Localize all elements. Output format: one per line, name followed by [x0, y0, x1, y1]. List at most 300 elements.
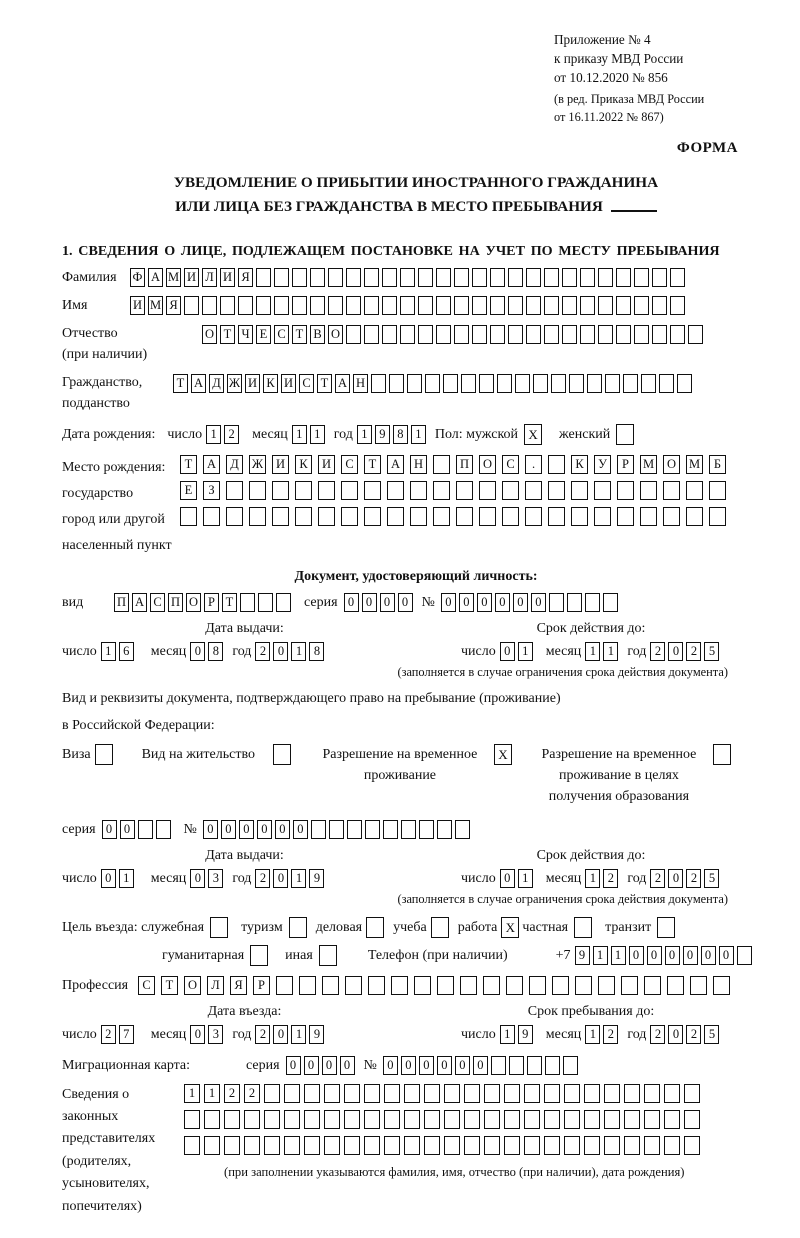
char-box: И	[245, 374, 260, 393]
permit-issue-heading: Дата выдачи:	[205, 847, 284, 863]
char-box: 1	[518, 869, 533, 888]
char-box: Т	[180, 455, 197, 474]
char-box	[640, 507, 657, 526]
sex-male-label: Пол: мужской	[434, 427, 519, 443]
identity-kind-label: вид	[62, 594, 84, 610]
char-box	[328, 268, 343, 287]
purpose-private-label: частная	[522, 919, 569, 935]
char-box	[410, 507, 427, 526]
char-box: 0	[257, 820, 272, 839]
entry-year-boxes[interactable]	[255, 1025, 327, 1044]
permit-series-label: серия	[62, 821, 96, 837]
edu-residence-checkbox[interactable]	[713, 744, 734, 765]
char-box: Ф	[130, 268, 145, 287]
char-box: 0	[101, 869, 116, 888]
char-box	[544, 1110, 560, 1129]
char-box: М	[686, 455, 703, 474]
identity-dates-row	[62, 641, 770, 662]
residence-permit-option	[142, 744, 294, 765]
permit-number-boxes[interactable]	[203, 820, 473, 839]
phone-boxes[interactable]	[575, 946, 755, 965]
birth-day-boxes[interactable]	[206, 425, 242, 444]
char-box: 0	[221, 820, 236, 839]
identity-valid-month-boxes[interactable]	[585, 642, 621, 661]
birth-month-boxes[interactable]	[292, 425, 328, 444]
char-box	[663, 507, 680, 526]
char-box	[443, 374, 458, 393]
identity-valid-day-boxes[interactable]	[500, 642, 536, 661]
char-box	[670, 296, 685, 315]
char-box	[460, 976, 477, 995]
purpose-official-checkbox[interactable]	[210, 917, 231, 938]
char-box	[548, 455, 565, 474]
char-box: Т	[317, 374, 332, 393]
char-box: 3	[208, 1025, 223, 1044]
char-box: 0	[500, 642, 515, 661]
char-box: С	[502, 455, 519, 474]
char-box: 7	[119, 1025, 134, 1044]
permit-valid-month-boxes[interactable]	[585, 869, 621, 888]
char-box: Н	[353, 374, 368, 393]
char-box: 1	[291, 1025, 306, 1044]
char-box: С	[299, 374, 314, 393]
char-box	[284, 1136, 300, 1155]
legal-reps-section	[62, 1084, 770, 1218]
permit-issue-month-boxes[interactable]	[190, 869, 226, 888]
stay-year-boxes[interactable]	[650, 1025, 722, 1044]
char-box	[184, 1110, 200, 1129]
char-box	[444, 1136, 460, 1155]
char-box	[690, 976, 707, 995]
char-box: 0	[495, 593, 510, 612]
char-box	[688, 325, 703, 344]
residence-intro-line1: Вид и реквизиты документа, подтверждающего право на пребывание (проживание)	[62, 690, 561, 706]
char-box	[276, 976, 293, 995]
char-box	[346, 296, 361, 315]
migration-card-label: Миграционная карта:	[62, 1057, 191, 1073]
char-box: Л	[207, 976, 224, 995]
char-box: Ж	[227, 374, 242, 393]
char-box: 1	[518, 642, 533, 661]
char-box	[436, 296, 451, 315]
char-box	[304, 1110, 320, 1129]
char-box	[364, 1084, 380, 1103]
char-box: 1	[292, 425, 307, 444]
char-box: А	[191, 374, 206, 393]
amendment-line: от 16.11.2022 № 867)	[554, 109, 664, 124]
entry-day-boxes[interactable]	[101, 1025, 137, 1044]
identity-issue-year-boxes[interactable]	[255, 642, 327, 661]
char-box: 1	[184, 1084, 200, 1103]
char-box	[524, 1084, 540, 1103]
legal-reps-row1-boxes[interactable]	[184, 1084, 704, 1103]
blank-underline	[611, 194, 657, 211]
permit-series-boxes[interactable]	[102, 820, 174, 839]
char-box	[544, 1136, 560, 1155]
char-box	[664, 1084, 680, 1103]
char-box: 1	[411, 425, 426, 444]
purpose-transit-checkbox[interactable]	[657, 917, 678, 938]
birth-month-label: месяц	[252, 427, 288, 443]
char-box	[644, 1136, 660, 1155]
char-box	[684, 1110, 700, 1129]
birth-place-row3-boxes[interactable]	[180, 507, 732, 526]
stay-day-boxes[interactable]	[500, 1025, 536, 1044]
char-box	[490, 296, 505, 315]
char-box: Р	[617, 455, 634, 474]
char-box	[437, 820, 452, 839]
purpose-business-checkbox[interactable]	[366, 917, 387, 938]
char-box	[709, 507, 726, 526]
purpose-tourism-label: туризм	[241, 919, 283, 935]
char-box	[525, 481, 542, 500]
legal-reps-row2-boxes[interactable]	[184, 1110, 704, 1129]
char-box: 8	[393, 425, 408, 444]
char-box	[624, 1136, 640, 1155]
char-box: О	[184, 976, 201, 995]
char-box: 0	[344, 593, 359, 612]
purpose-humanitarian-checkbox[interactable]	[250, 945, 271, 966]
identity-issue-month-boxes[interactable]	[190, 642, 226, 661]
char-box	[479, 507, 496, 526]
char-box	[414, 976, 431, 995]
char-box: 2	[244, 1084, 260, 1103]
citizenship-boxes[interactable]	[173, 374, 695, 393]
legal-reps-row3-boxes[interactable]	[184, 1136, 704, 1155]
char-box	[368, 976, 385, 995]
char-box	[258, 593, 273, 612]
appendix-line: от 10.12.2020 № 856	[554, 70, 668, 86]
char-box	[526, 296, 541, 315]
visa-option	[62, 744, 116, 765]
char-box	[564, 1110, 580, 1129]
identity-valid-date: число 0 1 месяц 1 1 год 2 0 2 5	[461, 641, 722, 662]
appendix-line: Приложение № 4	[554, 32, 651, 47]
purpose-tourism-checkbox[interactable]	[289, 917, 310, 938]
char-box	[524, 1136, 540, 1155]
char-box	[686, 507, 703, 526]
char-box	[616, 424, 634, 445]
char-box: А	[148, 268, 163, 287]
char-box	[502, 507, 519, 526]
purpose-official-label: Цель въезда: служебная	[62, 919, 205, 935]
char-box	[624, 1084, 640, 1103]
entry-purpose-row2	[162, 945, 770, 966]
char-box	[433, 507, 450, 526]
stay-until-heading: Срок пребывания до:	[527, 1003, 655, 1019]
char-box: 8	[208, 642, 223, 661]
given-name-boxes[interactable]	[130, 296, 688, 315]
identity-doc-row	[62, 592, 770, 613]
patronymic-row	[62, 323, 770, 365]
char-box: 2	[603, 1025, 618, 1044]
char-box: 0	[647, 946, 662, 965]
char-box	[509, 1056, 524, 1075]
char-box: Т	[220, 325, 235, 344]
permit-dates-row	[62, 868, 770, 889]
char-box: И	[220, 268, 235, 287]
char-box	[575, 976, 592, 995]
entry-month-boxes[interactable]	[190, 1025, 226, 1044]
profession-label: Профессия	[62, 977, 129, 993]
purpose-private-checkbox[interactable]	[574, 917, 595, 938]
permit-valid-day-boxes[interactable]	[500, 869, 536, 888]
char-box	[249, 481, 266, 500]
identity-doc-heading: Документ, удостоверяющий личность:	[294, 568, 538, 584]
migration-number-boxes[interactable]	[383, 1056, 581, 1075]
char-box: И	[318, 455, 335, 474]
char-box: 1	[593, 946, 608, 965]
char-box	[424, 1084, 440, 1103]
profession-boxes[interactable]	[138, 976, 736, 995]
char-box	[552, 976, 569, 995]
given-name-label: Имя	[62, 298, 88, 314]
char-box: А	[132, 593, 147, 612]
birth-place-row2-boxes[interactable]	[180, 481, 732, 500]
char-box: 0	[190, 642, 205, 661]
char-box	[184, 1136, 200, 1155]
char-box: 9	[375, 425, 390, 444]
char-box	[621, 976, 638, 995]
birth-place-row1-boxes[interactable]	[180, 455, 732, 474]
char-box	[184, 296, 199, 315]
char-box: Ж	[249, 455, 266, 474]
char-box	[604, 1136, 620, 1155]
char-box	[364, 1110, 380, 1129]
stay-month-boxes[interactable]	[585, 1025, 621, 1044]
char-box	[464, 1084, 480, 1103]
char-box: 1	[291, 869, 306, 888]
entry-date-heading: Дата въезда:	[207, 1003, 282, 1019]
char-box	[472, 325, 487, 344]
purpose-work-label: работа	[457, 919, 498, 935]
char-box	[284, 1110, 300, 1129]
char-box: 0	[102, 820, 117, 839]
char-box	[366, 917, 384, 938]
char-box: 0	[286, 1056, 301, 1075]
char-box	[387, 481, 404, 500]
char-box: 2	[650, 869, 665, 888]
char-box	[644, 1084, 660, 1103]
permit-issue-year-boxes[interactable]	[255, 869, 327, 888]
char-box	[226, 507, 243, 526]
char-box	[404, 1110, 420, 1129]
char-box	[605, 374, 620, 393]
char-box: 0	[273, 1025, 288, 1044]
purpose-other-checkbox[interactable]	[319, 945, 340, 966]
patronymic-boxes[interactable]	[202, 325, 706, 344]
char-box	[461, 374, 476, 393]
char-box	[284, 1084, 300, 1103]
sex-female-label: женский	[559, 427, 611, 443]
char-box	[502, 481, 519, 500]
char-box	[479, 374, 494, 393]
char-box	[364, 481, 381, 500]
char-box: Е	[256, 325, 271, 344]
identity-date-headings	[62, 621, 770, 637]
char-box: 0	[683, 946, 698, 965]
char-box: X	[524, 424, 542, 445]
char-box	[664, 1136, 680, 1155]
char-box	[238, 296, 253, 315]
char-box	[295, 507, 312, 526]
char-box	[713, 744, 731, 765]
form-title	[62, 171, 770, 219]
purpose-work-checkbox[interactable]	[501, 917, 522, 938]
char-box	[304, 1136, 320, 1155]
char-box	[322, 976, 339, 995]
char-box	[226, 481, 243, 500]
char-box	[508, 296, 523, 315]
char-box	[562, 296, 577, 315]
char-box	[400, 268, 415, 287]
char-box	[567, 593, 582, 612]
permit-issue-day-boxes[interactable]	[101, 869, 137, 888]
char-box	[686, 481, 703, 500]
char-box	[584, 1084, 600, 1103]
surname-label: Фамилия	[62, 270, 117, 286]
char-box: 0	[441, 593, 456, 612]
char-box	[276, 593, 291, 612]
identity-issue-day-boxes[interactable]	[101, 642, 137, 661]
appendix-reference	[554, 30, 744, 126]
char-box	[383, 820, 398, 839]
char-box	[292, 296, 307, 315]
char-box	[663, 481, 680, 500]
char-box: 2	[603, 869, 618, 888]
citizenship-row	[62, 372, 770, 414]
char-box	[364, 507, 381, 526]
residence-options-row	[62, 744, 770, 807]
char-box	[364, 1136, 380, 1155]
migration-series-boxes[interactable]	[286, 1056, 358, 1075]
identity-series-boxes[interactable]	[344, 593, 416, 612]
char-box	[508, 325, 523, 344]
char-box: 0	[668, 1025, 683, 1044]
birth-year-boxes[interactable]	[357, 425, 429, 444]
char-box: 0	[190, 1025, 205, 1044]
char-box: П	[114, 593, 129, 612]
surname-row	[62, 267, 770, 288]
residence-permit-label: Вид на жительство	[141, 746, 255, 762]
char-box	[310, 296, 325, 315]
char-box	[737, 946, 752, 965]
char-box	[504, 1084, 520, 1103]
identity-number-label: №	[421, 594, 435, 610]
phone-label: Телефон (при наличии)	[367, 947, 508, 963]
char-box	[273, 744, 291, 765]
temp-residence-label: Разрешение на временное проживание	[322, 746, 478, 783]
char-box: Д	[209, 374, 224, 393]
char-box: И	[281, 374, 296, 393]
char-box	[249, 507, 266, 526]
identity-kind-boxes[interactable]	[114, 593, 294, 612]
char-box	[410, 481, 427, 500]
char-box	[454, 325, 469, 344]
char-box	[640, 481, 657, 500]
purpose-humanitarian-label: гуманитарная	[162, 947, 245, 963]
temp-residence-checkbox[interactable]	[494, 744, 515, 765]
char-box	[418, 296, 433, 315]
char-box: 2	[686, 869, 701, 888]
char-box	[598, 296, 613, 315]
char-box: 1	[101, 642, 116, 661]
char-box	[345, 976, 362, 995]
char-box	[418, 325, 433, 344]
char-box	[295, 481, 312, 500]
permit-valid-year-boxes[interactable]	[650, 869, 722, 888]
char-box: С	[274, 325, 289, 344]
char-box: 1	[310, 425, 325, 444]
char-box	[490, 325, 505, 344]
purpose-study-checkbox[interactable]	[431, 917, 452, 938]
char-box: А	[387, 455, 404, 474]
char-box	[604, 1110, 620, 1129]
char-box: Р	[204, 593, 219, 612]
residence-permit-checkbox[interactable]	[273, 744, 294, 765]
surname-boxes[interactable]	[130, 268, 688, 287]
legal-reps-note: (при заполнении указываются фамилия, имя, отчество (при наличии), дата рождения)	[224, 1164, 685, 1179]
char-box	[604, 1084, 620, 1103]
char-box	[389, 374, 404, 393]
char-box	[479, 481, 496, 500]
sex-male-checkbox[interactable]	[524, 424, 545, 445]
char-box	[240, 593, 255, 612]
entry-stay-dates-row	[62, 1024, 770, 1045]
char-box: 1	[611, 946, 626, 965]
char-box	[364, 268, 379, 287]
char-box	[382, 325, 397, 344]
char-box: М	[166, 268, 181, 287]
char-box: 0	[362, 593, 377, 612]
char-box: Ч	[238, 325, 253, 344]
char-box	[424, 1110, 440, 1129]
purpose-business-label: деловая	[315, 919, 363, 935]
char-box: 2	[686, 642, 701, 661]
char-box	[713, 976, 730, 995]
char-box	[709, 481, 726, 500]
char-box	[437, 976, 454, 995]
identity-number-boxes[interactable]	[441, 593, 621, 612]
sex-female-checkbox[interactable]	[616, 424, 637, 445]
char-box	[544, 1084, 560, 1103]
char-box: 2	[650, 642, 665, 661]
char-box	[341, 481, 358, 500]
char-box: 1	[585, 1025, 600, 1044]
char-box	[484, 1084, 500, 1103]
char-box	[624, 1110, 640, 1129]
char-box: Т	[161, 976, 178, 995]
char-box: 0	[322, 1056, 337, 1075]
identity-validity-note: (заполняется в случае ограничения срока действия документа)	[397, 664, 728, 679]
temp-residence-option	[316, 744, 515, 786]
char-box	[292, 268, 307, 287]
char-box	[304, 1084, 320, 1103]
char-box	[504, 1136, 520, 1155]
char-box: 0	[668, 642, 683, 661]
char-box: 0	[380, 593, 395, 612]
visa-checkbox[interactable]	[95, 744, 116, 765]
char-box: М	[148, 296, 163, 315]
identity-valid-year-boxes[interactable]	[650, 642, 722, 661]
char-box: С	[341, 455, 358, 474]
char-box: X	[494, 744, 512, 765]
char-box: Т	[173, 374, 188, 393]
char-box: Я	[166, 296, 181, 315]
char-box: П	[456, 455, 473, 474]
char-box: 0	[513, 593, 528, 612]
char-box: 9	[309, 1025, 324, 1044]
